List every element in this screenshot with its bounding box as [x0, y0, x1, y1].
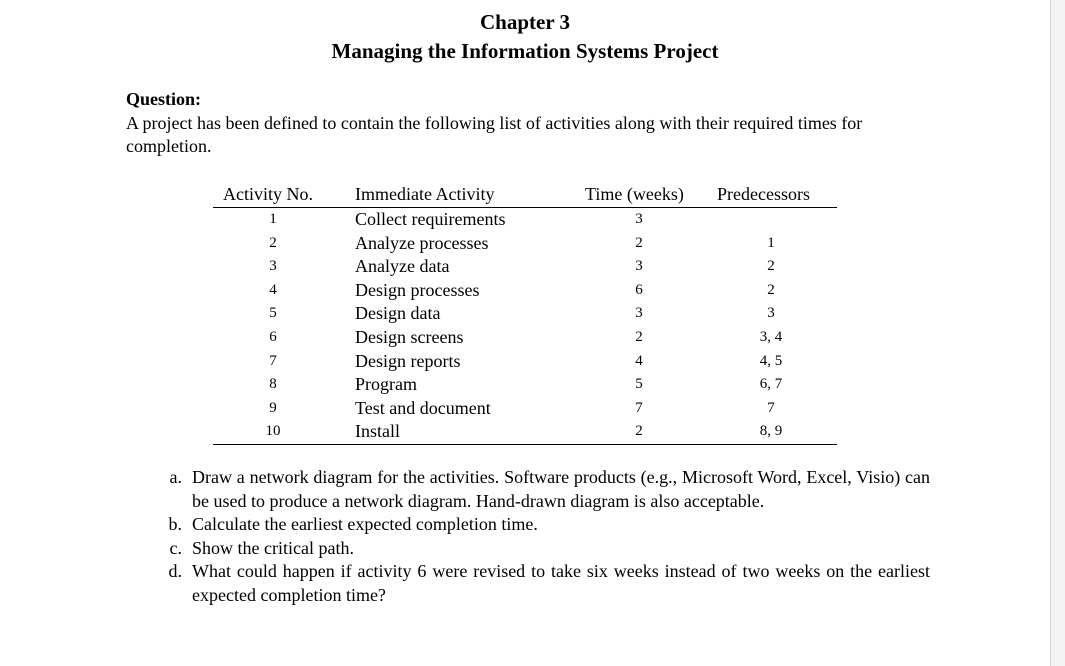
table-row	[213, 255, 837, 279]
table-row	[213, 232, 837, 256]
cell-activity: Analyze data	[355, 256, 450, 277]
list-item	[160, 466, 930, 513]
activity-table	[213, 183, 837, 445]
cell-time: 2	[635, 328, 643, 345]
chapter-title: Managing the Information Systems Project	[331, 39, 719, 63]
cell-activity: Analyze processes	[355, 232, 489, 253]
cell-time: 3	[635, 211, 643, 227]
list-marker: a.	[169, 467, 182, 487]
cell-time: 2	[635, 423, 643, 440]
header-activity-no: Activity No.	[223, 184, 313, 204]
cell-predecessors: 6, 7	[759, 376, 783, 393]
cell-time: 2	[635, 234, 643, 251]
table-header-row	[213, 183, 837, 208]
header-immediate-activity: Immediate Activity	[355, 184, 495, 204]
cell-activity-no: 9	[269, 399, 277, 416]
cell-activity-no: 3	[269, 258, 277, 275]
table-row	[213, 350, 837, 374]
cell-activity: Collect requirements	[355, 209, 506, 229]
cell-predecessors: 7	[767, 399, 775, 416]
list-item-text: Show the critical path.	[192, 537, 354, 558]
header-predecessors: Predecessors	[717, 184, 810, 204]
cell-time: 6	[635, 281, 643, 298]
table-row	[213, 373, 837, 397]
table-row	[213, 397, 837, 421]
table-row	[213, 326, 837, 350]
cell-time: 5	[635, 376, 643, 393]
cell-predecessors: 1	[767, 234, 775, 251]
cell-activity-no: 5	[269, 305, 277, 322]
cell-time: 7	[635, 399, 643, 416]
cell-activity: Program	[355, 374, 417, 395]
cell-activity-no: 1	[269, 211, 277, 227]
cell-predecessors: 3	[767, 305, 775, 322]
cell-predecessors: 2	[767, 281, 775, 298]
table-row	[213, 279, 837, 303]
cell-activity-no: 10	[265, 423, 281, 440]
list-item-text: What could happen if activity 6 were revised to take six weeks instead of two weeks on the earliest expected completion time?	[192, 561, 930, 605]
list-item	[160, 560, 930, 607]
cell-activity: Test and document	[355, 397, 491, 418]
cell-activity: Design data	[355, 303, 441, 324]
question-parts-list	[160, 466, 930, 607]
table-row	[213, 420, 837, 444]
cell-activity-no: 7	[269, 352, 277, 369]
cell-predecessors: 2	[767, 258, 775, 275]
table-row	[213, 208, 837, 232]
cell-time: 3	[635, 258, 643, 275]
cell-time: 4	[635, 352, 643, 369]
question-text: A project has been defined to contain the following list of activities along with their required times for completion.	[126, 113, 863, 156]
cell-predecessors: 3, 4	[759, 328, 783, 345]
cell-activity-no: 6	[269, 328, 277, 345]
cell-time: 3	[635, 305, 643, 322]
cell-activity: Design processes	[355, 279, 480, 300]
list-marker: b.	[168, 514, 182, 534]
chapter-heading: Chapter 3	[479, 10, 571, 34]
question-label: Question:	[126, 89, 202, 109]
table-row	[213, 302, 837, 326]
cell-predecessors: 4, 5	[759, 352, 783, 369]
header-time-weeks: Time (weeks)	[585, 184, 684, 204]
cell-activity-no: 4	[269, 281, 277, 298]
cell-activity-no: 2	[269, 234, 277, 251]
list-marker: d.	[168, 561, 182, 581]
cell-activity: Design reports	[355, 350, 461, 371]
cell-predecessors: 8, 9	[759, 423, 783, 440]
table-body	[213, 208, 837, 445]
cell-activity: Design screens	[355, 326, 464, 347]
list-item-text: Draw a network diagram for the activities. Software products (e.g., Microsoft Word, Excel, Visio) can be used to produce a network diagram. Hand-drawn diagram is also acceptable.	[192, 467, 930, 511]
list-marker: c.	[169, 537, 182, 558]
list-item	[160, 513, 930, 537]
cell-activity: Install	[355, 421, 400, 442]
list-item	[160, 537, 930, 561]
cell-activity-no: 8	[269, 376, 277, 393]
list-item-text: Calculate the earliest expected completion time.	[192, 514, 538, 534]
